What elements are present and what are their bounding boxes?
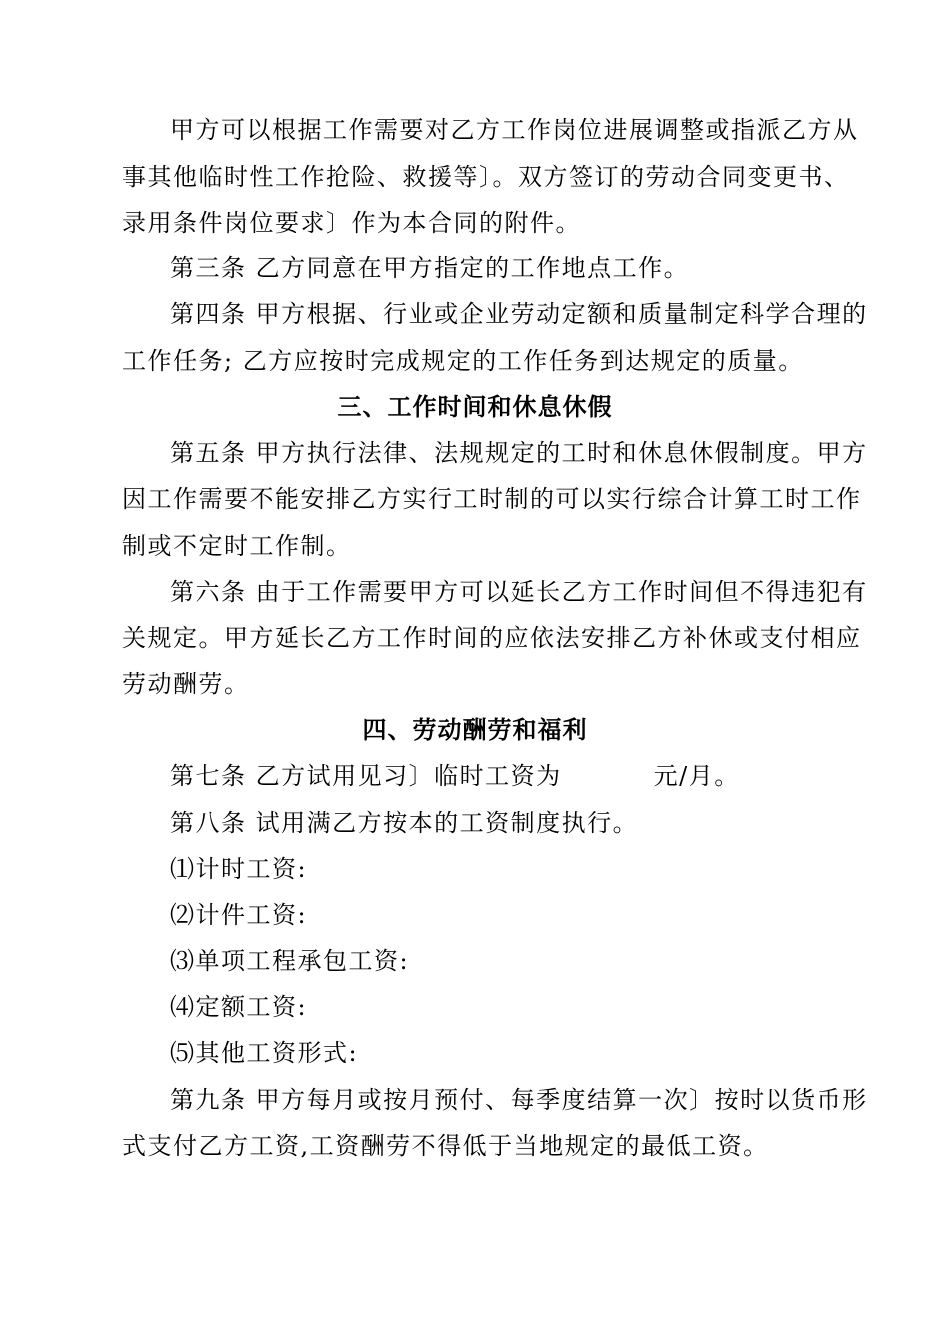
text-line: 工作任务; 乙方应按时完成规定的工作任务到达规定的质量。	[122, 347, 804, 375]
article-7-text: 第七条 乙方试用见习〕临时工资为	[170, 762, 562, 790]
article-7	[170, 760, 842, 792]
text-line: 录用条件岗位要求〕作为本合同的附件。	[122, 209, 581, 237]
text-line: 制或不定时工作制。	[122, 532, 352, 560]
list-item: ⑴计时工资:	[170, 855, 308, 883]
text-line: 甲方可以根据工作需要对乙方工作岗位进展调整或指派乙方从	[170, 116, 859, 144]
article-7-unit: 元/月。	[653, 762, 740, 790]
text-line: 事其他临时性工作抢险、救援等〕。双方签订的劳动合同变更书、	[122, 163, 850, 191]
section-heading: 四、劳动酬劳和福利	[362, 715, 588, 744]
article-6: 第六条 由于工作需要甲方可以延长乙方工作时间但不得违犯有	[170, 578, 868, 606]
list-item: ⑶单项工程承包工资:	[170, 947, 410, 975]
text-line: 因工作需要不能安排乙方实行工时制的可以实行综合计算工时工作	[122, 485, 862, 513]
text-line: 劳动酬劳。	[122, 670, 250, 698]
article-4: 第四条 甲方根据、行业或企业劳动定额和质量制定科学合理的	[170, 300, 868, 328]
list-item: ⑷定额工资:	[170, 993, 308, 1021]
text-line: 关规定。甲方延长乙方工作时间的应依法安排乙方补休或支付相应	[122, 624, 862, 652]
section-heading: 三、工作时间和休息休假	[337, 392, 613, 421]
article-9: 第九条 甲方每月或按月预付、每季度结算一次〕按时以货币形	[170, 1086, 868, 1114]
list-item: ⑸其他工资形式:	[170, 1039, 359, 1067]
article-3: 第三条 乙方同意在甲方指定的工作地点工作。	[170, 254, 690, 282]
article-8: 第八条 试用满乙方按本的工资制度执行。	[170, 809, 639, 837]
list-item: ⑵计件工资:	[170, 901, 308, 929]
text-line: 式支付乙方工资,工资酬劳不得低于当地规定的最低工资。	[122, 1132, 769, 1160]
article-5: 第五条 甲方执行法律、法规规定的工时和休息休假制度。甲方	[170, 439, 868, 467]
